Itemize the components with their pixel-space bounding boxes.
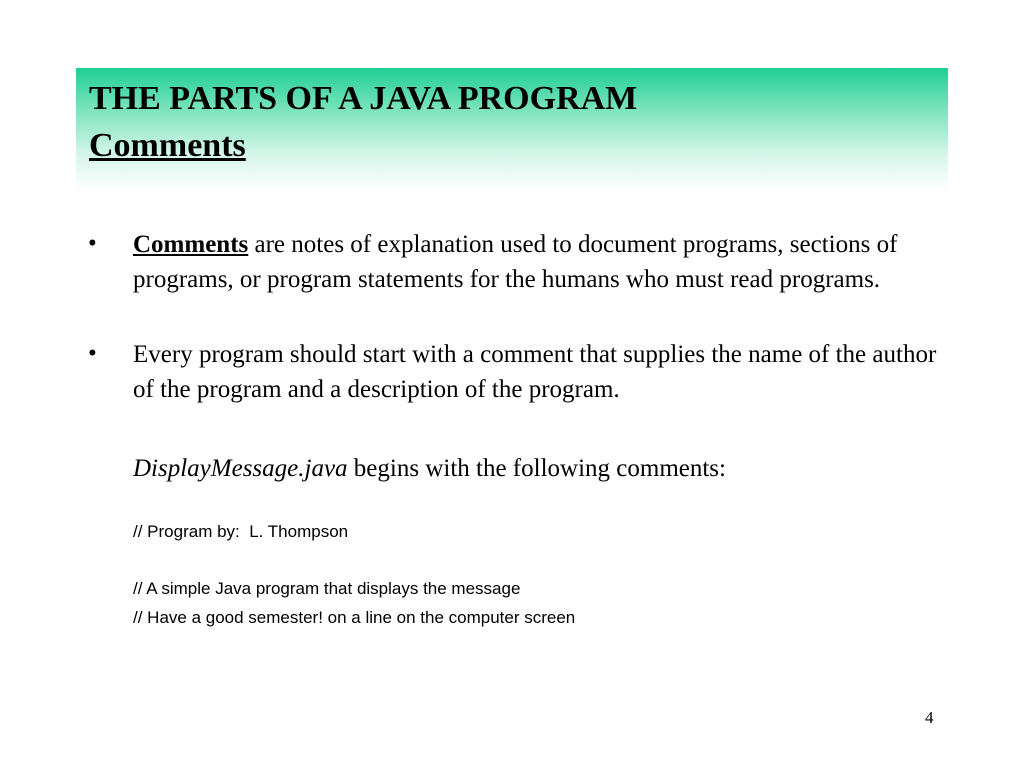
page-number: 4 <box>925 708 934 727</box>
bullet-text: Every program should start with a comment that supplies the name of the author of the program and a description of the program. <box>133 341 937 403</box>
bullet-marker: • <box>88 230 97 257</box>
lead-line <box>133 455 726 483</box>
bullet-item-program-start <box>133 337 943 407</box>
lead-text: begins with the following comments: <box>347 455 726 482</box>
keyword-comments: Comments <box>133 231 249 258</box>
bullet-item-comments <box>133 227 943 297</box>
code-line: // Have a good semester! on a line on the computer screen <box>133 608 576 627</box>
code-line: // Program by: L. Thompson <box>133 522 349 541</box>
bullet-text: are notes of explanation used to document programs, sections of programs, or program statements for the humans who must read programs. <box>133 231 898 293</box>
code-line: // A simple Java program that displays the message <box>133 579 521 598</box>
bullet-marker: • <box>88 340 97 367</box>
slide-title: THE PARTS OF A JAVA PROGRAM <box>89 80 638 117</box>
filename: DisplayMessage.java <box>133 455 348 482</box>
slide-subtitle: Comments <box>89 127 246 164</box>
